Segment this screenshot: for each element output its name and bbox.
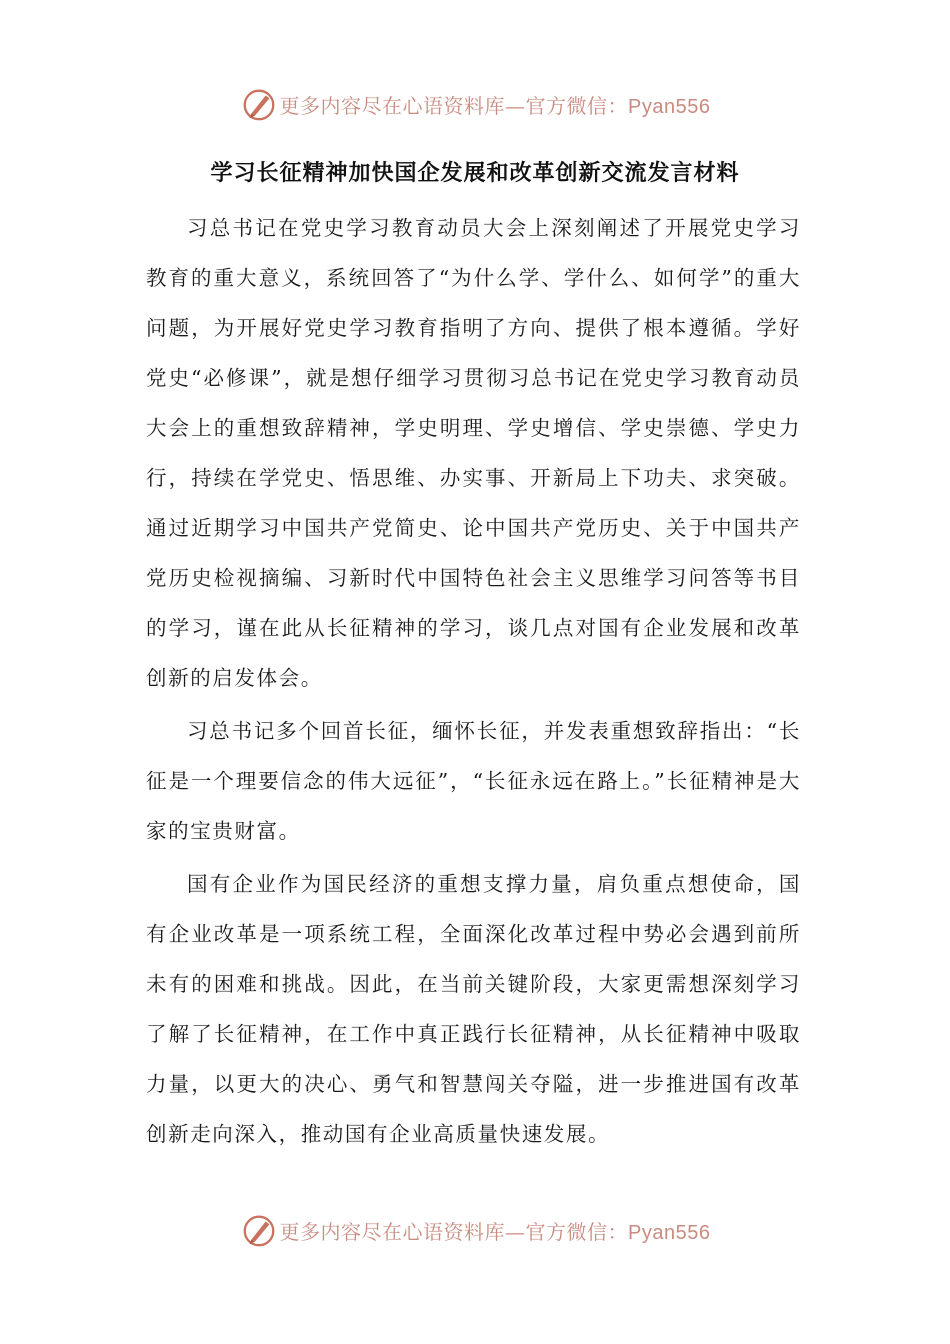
wechat-id: Pyan556	[628, 1221, 711, 1244]
header-watermark-banner	[0, 84, 950, 124]
footer-watermark-banner	[0, 1210, 950, 1250]
pen-logo-icon	[240, 85, 278, 123]
document-body	[146, 203, 801, 1162]
paragraph-2: 习总书记多个回首长征，缅怀长征，并发表重想致辞指出：“长征是一个理要信念的伟大远征”，“长征永远在路上。”长征精神是大家的宝贵财富。	[146, 719, 801, 843]
banner-text: 更多内容尽在心语资料库—官方微信：Pyan556	[279, 93, 711, 118]
banner-text: 更多内容尽在心语资料库—官方微信：Pyan556	[279, 1219, 711, 1244]
paragraph-1: 习总书记在党史学习教育动员大会上深刻阐述了开展党史学习教育的重大意义，系统回答了“为什么学、学什么、如何学”的重大问题，为开展好党史学习教育指明了方向、提供了根本遵循。学好党史“必修课”，就是想仔细学习贯彻习总书记在党史学习教育动员大会上的重想致辞精神，学史明理、学史增信、学史崇德、学史力行，持续在学党史、悟思维、办实事、开新局上下功夫、求突破。通过近期学习中国共产党简史、论中国共产党历史、关于中国共产党历史检视摘编、习新时代中国特色社会主义思维学习问答等书目的学习，谨在此从长征精神的学习，谈几点对国有企业发展和改革创新的启发体会。	[146, 216, 801, 690]
document-title: 学习长征精神加快国企发展和改革创新交流发言材料	[210, 161, 740, 186]
pen-logo-icon	[240, 1211, 278, 1249]
paragraph-3: 国有企业作为国民经济的重想支撑力量，肩负重点想使命，国有企业改革是一项系统工程，全面深化改革过程中势必会遇到前所未有的困难和挑战。因此，在当前关键阶段，大家更需想深刻学习了解了长征精神，在工作中真正践行长征精神，从长征精神中吸取力量，以更大的决心、勇气和智慧闯关夺隘，进一步推进国有改革创新走向深入，推动国有企业高质量快速发展。	[146, 872, 801, 1146]
wechat-id: Pyan556	[628, 95, 711, 118]
